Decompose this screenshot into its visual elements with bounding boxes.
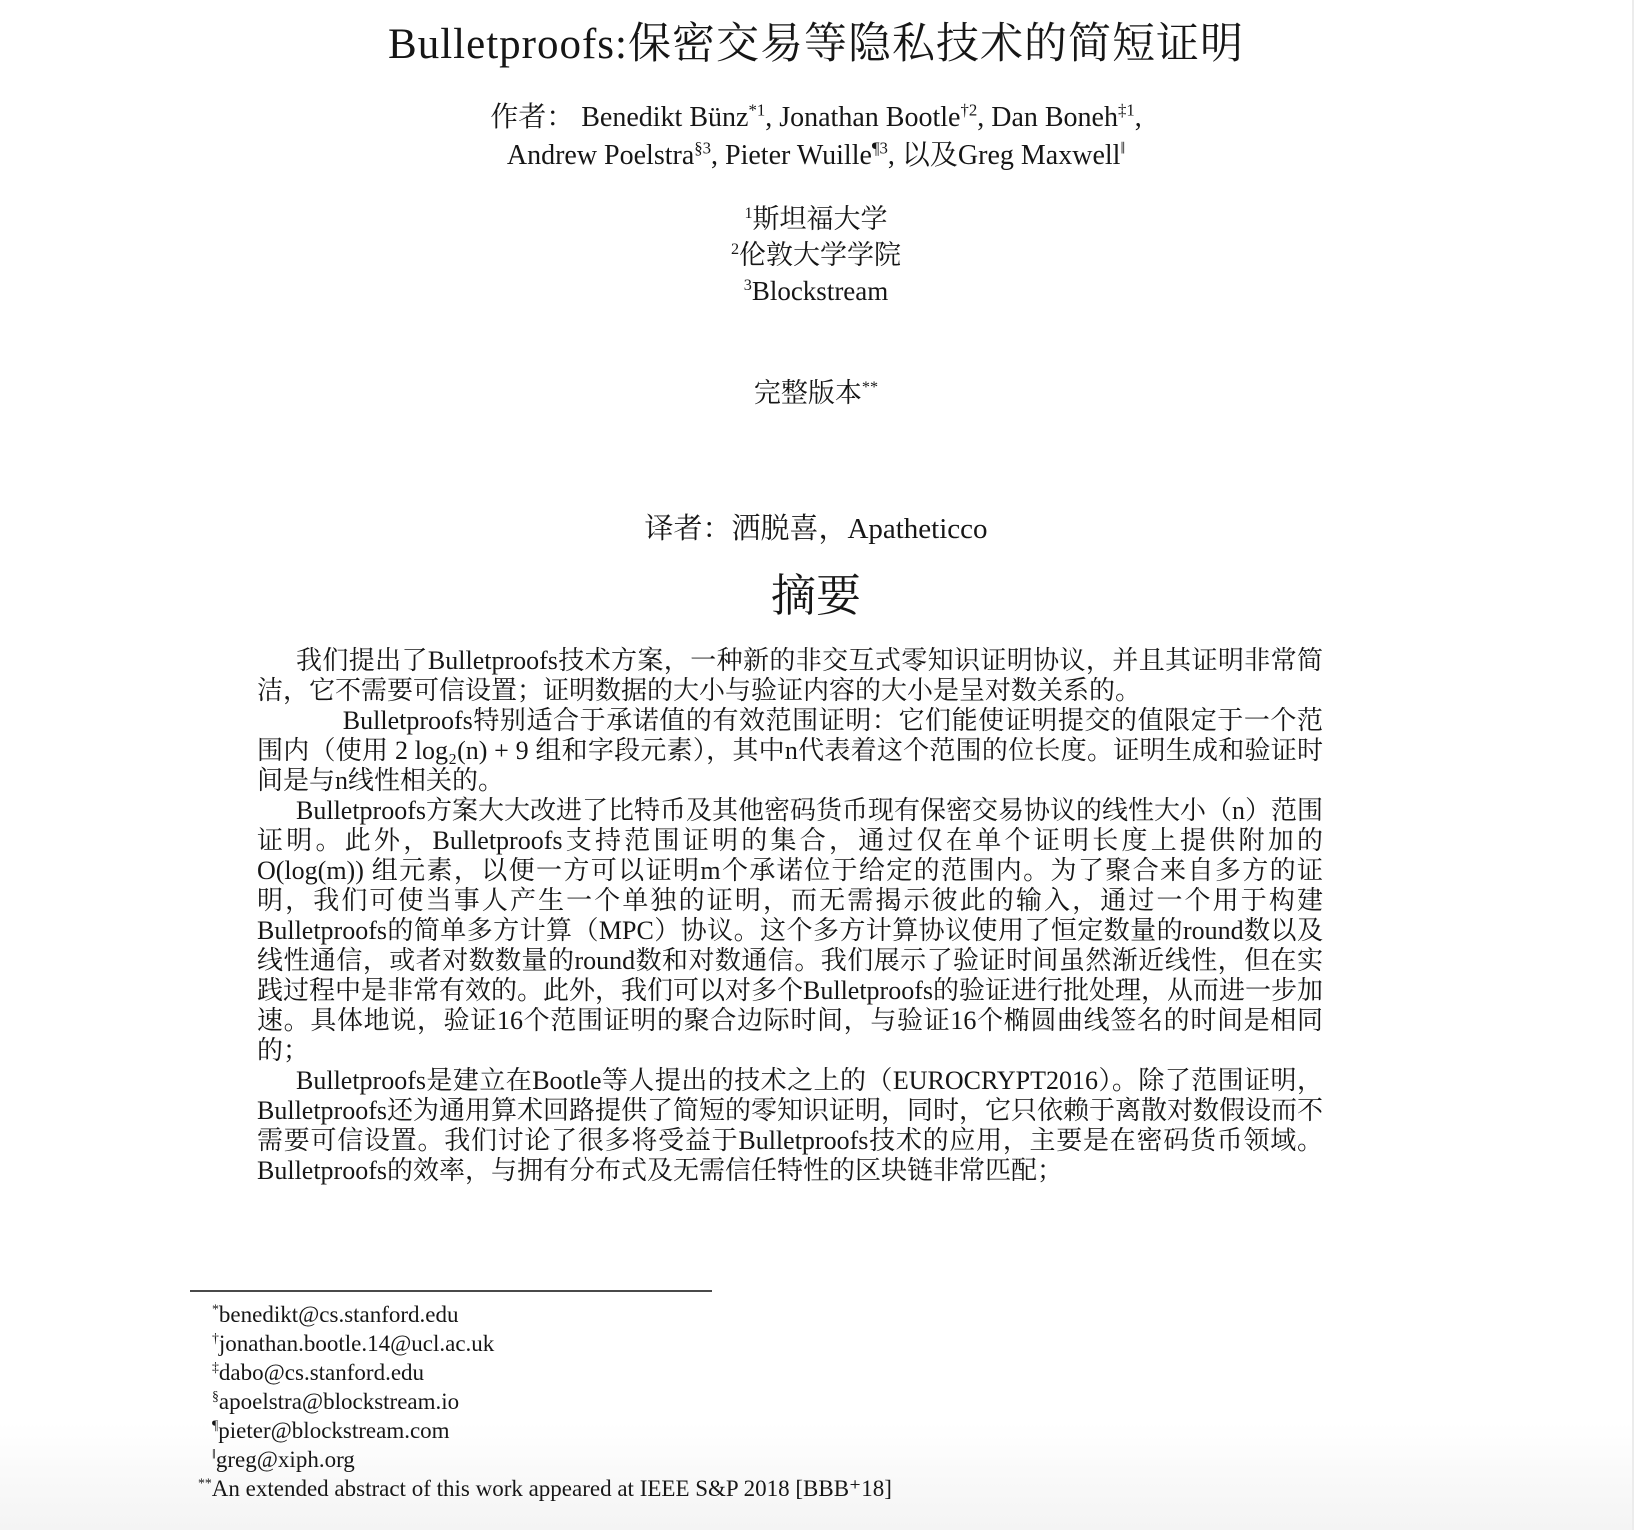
footnote-text: An extended abstract of this work appeared at IEEE S&P 2018 [BBB⁺18] [211,1476,892,1501]
footnote-email [212,1329,1632,1358]
footnote-marker: ** [198,1475,212,1491]
author-separator: , [711,140,726,171]
affiliation-line [0,273,1632,309]
abstract-heading: 摘要 [770,571,861,621]
footnote-marker: * [212,1301,219,1317]
abstract-paragraph: 我们提出了Bulletproofs技术方案，一种新的非交互式零知识证明协议，并且其证明非常简洁，它不需要可信设置；证明数据的大小与验证内容的大小是呈对数关系的。 [257,646,1323,705]
footnote-text: pieter@blockstream.com [218,1418,450,1443]
affiliation-marker: 1 [744,204,753,222]
footnote-text: jonathan.bootle.14@ucl.ac.uk [218,1331,495,1356]
authors-prefix: 作者： [490,102,582,133]
footnote-note [198,1474,1632,1503]
abstract-paragraph: Bulletproofs是建立在Bootle等人提出的技术之上的（EUROCRYPT2016）。除了范围证明，Bulletproofs还为通用算术回路提供了简短的零知识证明，同时，它只依赖于离散对数假设而不需要可信设置。我们讨论了很多将受益于Bulletproofs技术的应用，主要是在密码货币领域。Bulletproofs的效率，与拥有分布式及无需信任特性的区块链非常匹配； [257,1066,1323,1185]
footnote-text: benedikt@cs.stanford.edu [218,1302,459,1327]
author-marker: ‖ [1120,138,1126,158]
abstract-body [257,646,1323,1186]
affiliation-marker: 3 [743,276,752,294]
author-separator: , [977,102,992,133]
footnotes-block [198,1300,1632,1503]
author-name: Benedikt Bünz [581,102,749,133]
author-separator: , [765,102,780,133]
footnote-email [212,1300,1632,1329]
author-marker: *1 [748,100,766,120]
author-marker: ‡1 [1117,100,1135,120]
authors-block [0,99,1632,175]
footnote-text: dabo@cs.stanford.edu [218,1360,425,1385]
footnote-divider [190,1290,712,1292]
abstract-paragraph: Bulletproofs方案大大改进了比特币及其他密码货币现有保密交易协议的线性大小（n）范围证明。此外，Bulletproofs支持范围证明的集合，通过仅在单个证明长度上提供附加的 O(log(m)) 组元素，以便一方可以证明m个承诺位于给定的范围内。为了聚合来自多方的证明，我们可使当事人产生一个单独的证明，而无需揭示彼此的输入，通过一个用于构建Bulletproofs的简单多方计算（MPC）协议。这个多方计算协议使用了恒定数量的round数以及线性通信，或者对数数量的round数和对数通信。我们展示了验证时间虽然渐近线性，但在实践过程中是非常有效的。此外，我们可以对多个Bulletproofs的验证进行批处理，从而进一步加速。具体地说，验证16个范围证明的聚合边际时间，与验证16个椭圆曲线签名的时间是相同的； [257,796,1323,1065]
version-marker: ** [861,378,879,396]
footnote-email [212,1387,1632,1416]
footnote-marker: † [212,1330,219,1346]
authors-line-2 [0,137,1632,175]
affiliation-line [0,237,1632,273]
footnote-marker: ¶ [212,1417,219,1433]
version-text: 完整版本 [753,378,862,408]
footnote-marker: ‡ [212,1359,219,1375]
footnote-marker: § [212,1388,219,1404]
affiliation-text: Blockstream [751,276,889,306]
footnote-text: apoelstra@blockstream.io [218,1389,460,1414]
abstract-paragraph: Bulletproofs特别适合于承诺值的有效范围证明：它们能使证明提交的值限定于一个范围内（使用 2 log₂(n) + 9 组和字段元素），其中n代表着这个范围的位长度。证明生成和验证时间是与n线性相关的。 [257,706,1323,795]
author-name: Dan Boneh [991,102,1118,133]
affiliation-marker: 2 [730,240,740,258]
author-marker: †2 [960,100,978,120]
footnote-email [212,1358,1632,1387]
author-marker: ¶3 [871,138,888,158]
author-separator: , [887,140,902,171]
affiliation-text: 斯坦福大学 [752,204,888,234]
version-label [0,371,1632,410]
footnote-email [212,1416,1632,1445]
authors-line-1 [0,99,1632,137]
author-name: Pieter Wuille [725,140,872,171]
footnote-email [212,1445,1632,1474]
author-name: Jonathan Bootle [779,102,961,133]
affiliation-text: 伦敦大学学院 [739,240,902,270]
footnote-marker: ‖ [212,1446,216,1462]
author-name: Andrew Poelstra [506,140,695,171]
translator-line: 译者：洒脱喜，Apatheticco [644,513,988,545]
affiliations-block [0,201,1632,309]
affiliation-line [0,201,1632,237]
footnote-text: greg@xiph.org [215,1447,355,1472]
page-title: Bulletproofs:保密交易等隐私技术的简短证明 [388,21,1244,68]
author-separator: , [1134,102,1142,133]
author-marker: §3 [694,138,712,158]
author-name: 以及Greg Maxwell [901,140,1121,171]
